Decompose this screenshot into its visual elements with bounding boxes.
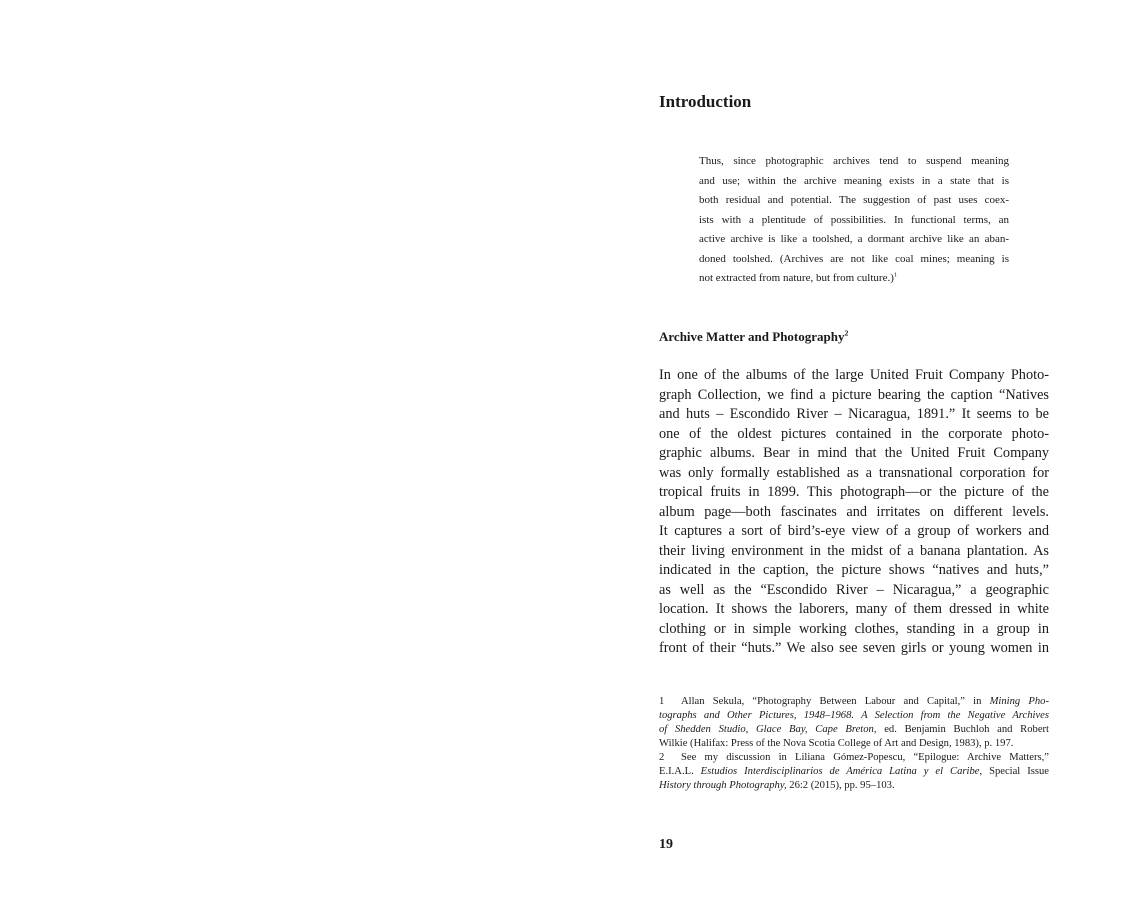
- body-line: front of their “huts.” We also see seven girls or young women in: [659, 640, 1049, 656]
- footnote-text: Estudios Interdisciplinarios de América Latina y el Caribe: [700, 766, 980, 777]
- footnote-line: [659, 738, 1049, 749]
- chapter-title: Introduction: [659, 92, 752, 111]
- body-line: In one of the albums of the large United Fruit Company Photo-: [659, 367, 1049, 383]
- quote-line: both residual and potential. The suggestion of past uses coex-: [699, 194, 1009, 206]
- footnote-text: , Special Issue: [979, 766, 1049, 777]
- footnote-ref: 2: [844, 328, 849, 338]
- footnote-text: , ed. Benjamin Buchloh and Robert: [873, 724, 1049, 735]
- footnote-line: [659, 710, 1049, 721]
- body-line: clothing or in simple working clothes, standing in a group in: [659, 620, 1049, 637]
- footnote-line: [659, 696, 1049, 707]
- body-line: indicated in the caption, the picture shows “natives and huts,”: [659, 562, 1049, 578]
- footnote-line: [659, 724, 1049, 735]
- body-line: location. It shows the laborers, many of them dressed in white: [659, 601, 1049, 617]
- footnote-text: Mining Pho-: [989, 696, 1050, 707]
- quote-line: active archive is like a toolshed, a dormant archive like an aban-: [699, 233, 1009, 245]
- section-heading-text: Archive Matter and Photography: [659, 329, 845, 344]
- footnote-text: E.I.A.L.: [659, 766, 701, 777]
- footnote-text: 26:2 (2015), pp. 95–103.: [786, 780, 895, 791]
- body-line: graph Collection, we find a picture bearing the caption “Natives: [659, 386, 1049, 403]
- footnote-text: See my discussion in Liliana Gómez-Popescu, “Epilogue: Archive Matters,”: [681, 752, 1049, 763]
- section-heading: [659, 329, 848, 345]
- footnote-text: Wilkie (Halifax: Press of the Nova Scotia College of Art and Design, 1983), p. 197.: [659, 738, 1014, 749]
- quote-line: doned toolshed. (Archives are not like coal mines; meaning is: [699, 252, 1009, 265]
- body-line: graphic albums. Bear in mind that the United Fruit Company: [659, 445, 1049, 461]
- footnote-ref: 1: [893, 271, 898, 279]
- body-line: one of the oldest pictures contained in the corporate photo-: [659, 425, 1049, 442]
- body-line: tropical fruits in 1899. This photograph—or the picture of the: [659, 484, 1049, 500]
- body-line: It captures a sort of bird’s-eye view of a group of workers and: [659, 523, 1049, 539]
- page-number: 19: [659, 837, 673, 852]
- footnote-number: 1: [659, 696, 665, 707]
- footnote-line: [659, 766, 1049, 777]
- quote-line: not extracted from nature, but from culture.)$^1$: [699, 271, 898, 284]
- body-line: and huts – Escondido River – Nicaragua, 1891.” It seems to be: [659, 406, 1049, 422]
- footnote-number: 2: [659, 752, 665, 763]
- body-line: was only formally established as a transnational corporation for: [659, 464, 1049, 481]
- body-line: their living environment in the midst of a banana plantation. As: [659, 542, 1049, 559]
- quote-line: and use; within the archive meaning exists in a state that is: [699, 174, 1009, 187]
- body-line: as well as the “Escondido River – Nicaragua,” a geographic: [659, 581, 1049, 598]
- body-line: album page—both fascinates and irritates on different levels.: [659, 503, 1049, 520]
- footnote-line: [659, 780, 1049, 791]
- quote-line: Thus, since photographic archives tend to suspend meaning: [699, 155, 1009, 167]
- footnote-text: of Shedden Studio, Glace Bay, Cape Breton: [659, 724, 874, 735]
- footnote-text: Allan Sekula, “Photography Between Labour and Capital,” in: [681, 696, 990, 707]
- footnote-line: [659, 752, 1049, 763]
- footnote-text: tographs and Other Pictures, 1948–1968. A Selection from the Negative Archives: [659, 710, 1049, 721]
- footnote-text: History through Photography,: [659, 780, 787, 791]
- quote-line: ists with a plentitude of possibilities. In functional terms, an: [699, 213, 1009, 226]
